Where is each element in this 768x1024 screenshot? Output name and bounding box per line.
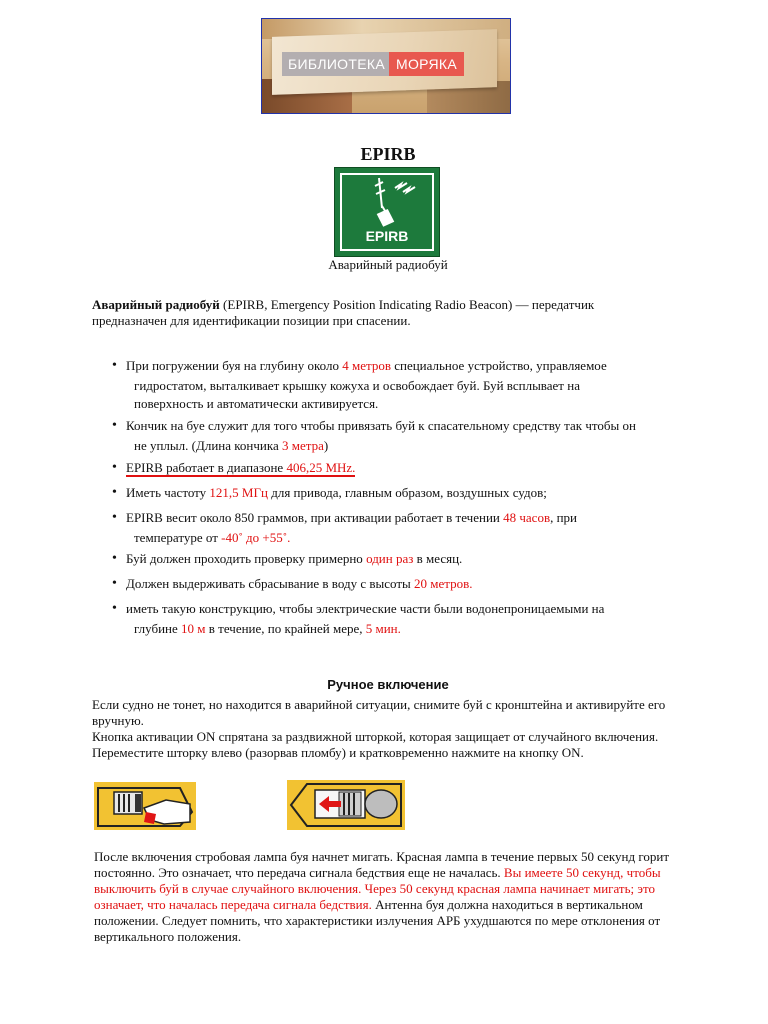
section-heading: Ручное включение	[327, 677, 449, 692]
press-button-illustration	[94, 782, 196, 830]
bullet-icon: •	[112, 358, 117, 373]
bullet-icon: •	[112, 601, 117, 616]
bullet-icon: •	[112, 576, 117, 591]
banner-word-sailor: МОРЯКА	[389, 52, 464, 76]
warning-text: Вы имеете 50 секунд, чтобы выключить буй в случае случайного включения. Через 50 секунд красная лампа начинает мигать; это означает, что началась передача сигнала бедствия.	[94, 865, 661, 912]
list-item: • Кончик на буе служит для того чтобы привязать буй к спасательному средству так чтобы он не уплыл. (Длина кончика 3 метра)	[112, 418, 636, 453]
bullet-icon: •	[112, 460, 117, 475]
list-item	[112, 458, 692, 478]
list-item: • EPIRB весит около 850 граммов, при активации работает в течении 48 часов, при температуре от -40˚ до +55˚.	[112, 510, 578, 545]
manual-paragraph-2: Кнопка активации ON спрятана за раздвижной шторкой, которая защищает от случайного включения. Переместите шторку влево (разорвав пломбу) и кратковременно нажмите на кнопку ON.	[92, 729, 659, 760]
slide-cover-illustration	[287, 780, 405, 830]
bullet-icon: •	[112, 418, 117, 433]
intro-text: (EPIRB, Emergency Position Indicating Radio Beacon) — передатчик предназначен для идентификации позиции при спасении.	[92, 297, 595, 328]
list-item: • иметь такую конструкцию, чтобы электрические части были водонепроницаемыми на глубине 10 м в течение, по крайней мере, 5 мин.	[112, 601, 605, 636]
banner-word-library: БИБЛИОТЕКА	[282, 52, 391, 76]
bullet-icon: •	[112, 551, 117, 566]
page-title: EPIRB	[360, 144, 416, 164]
after-activation-paragraph: После включения стробовая лампа буя начнет мигать. Красная лампа в течение первых 50 секунд горит постоянно. Это означает, что передача сигнала бедствия еще не началась. Вы имеете 50 секунд, чтобы выключить буй в случае случайного включения. Через 50 секунд красная лампа начинает мигать; это означает, что началась передача сигнала бедствия. Антенна буя должна находиться в вертикальном положении. Следует помнить, что характеристики излучения АРБ ухудшаются по мере отклонения от вертикального положения.	[94, 849, 670, 944]
bullet-icon: •	[112, 485, 117, 500]
library-banner[interactable]	[261, 18, 511, 114]
intro-paragraph	[92, 297, 652, 329]
image-caption: Аварийный радиобуй	[328, 257, 448, 272]
epirb-sign	[334, 167, 440, 257]
sign-label: EPIRB	[365, 228, 409, 244]
list-item: • Иметь частоту 121,5 МГц для привода, главным образом, воздушных судов;	[112, 483, 692, 503]
list-item: • При погружении буя на глубину около 4 метров специальное устройство, управляемое гидростатом, выталкивает крышку кожуха и освобождает буй. Буй всплывает на поверхность и автоматически активируется.	[112, 358, 607, 411]
list-item: • Буй должен проходить проверку примерно один раз в месяц.	[112, 549, 692, 569]
bullet-icon: •	[112, 510, 117, 525]
manual-paragraph-1: Если судно не тонет, но находится в аварийной ситуации, снимите буй с кронштейна и активируйте его вручную.	[92, 697, 666, 728]
frequency-range: EPIRB работает в диапазоне 406,25 MHz.	[126, 460, 356, 475]
list-item: • Должен выдерживать сбрасывание в воду с высоты 20 метров.	[112, 574, 692, 594]
radio-buoy-icon	[335, 168, 441, 258]
manual-text	[92, 697, 690, 761]
intro-term: Аварийный радиобуй	[92, 297, 220, 312]
